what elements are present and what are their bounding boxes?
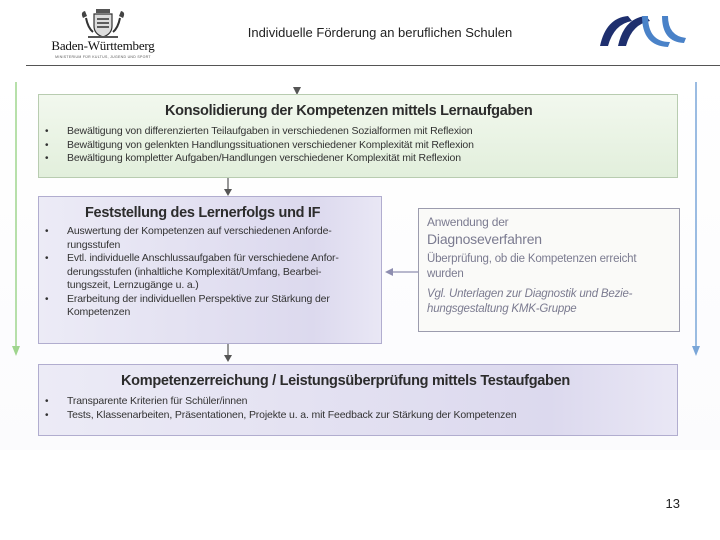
arrow-to-feststellung <box>224 178 232 196</box>
list-item: • Transparente Kriterien für Schüler/innen <box>45 395 248 407</box>
arrow-to-kompetenzerreichung <box>224 344 232 362</box>
bullet-icon: • <box>45 139 49 151</box>
diagnose-line-1: Anwendung der <box>427 215 509 229</box>
page-title: Individuelle Förderung an beruflichen Schulen <box>247 25 513 40</box>
coat-of-arms-icon <box>78 8 128 40</box>
landesinstitut-logo-icon <box>596 12 690 50</box>
diagnose-heading: Diagnoseverfahren <box>427 231 542 247</box>
diagnose-line-4: wurden <box>427 268 464 280</box>
feststellung-title: Feststellung des Lernerfolgs und IF <box>85 205 321 221</box>
right-flow-arrow <box>692 82 700 356</box>
list-item: • Bewältigung kompletter Aufgaben/Handlungen verschiedener Komplexität mit Reflexion <box>45 152 461 164</box>
kompetenzerreichung-title: Kompetenzerreichung / Leistungsüberprüfung mittels Testaufgaben <box>121 373 570 389</box>
baden-wuerttemberg-logo <box>40 8 166 64</box>
bullet-icon: • <box>45 396 49 407</box>
feststellung-box <box>38 196 382 344</box>
left-flow-arrow <box>12 82 20 356</box>
kompetenzerreichung-list <box>39 395 517 422</box>
bullet-icon: • <box>45 153 49 164</box>
list-item: • Auswertung der Kompetenzen auf verschiedenen Anforde- rungsstufen <box>45 225 332 251</box>
list-item: • Erarbeitung der individuellen Perspektive zur Stärkung der Kompetenzen <box>45 292 330 318</box>
diagnose-box <box>418 208 680 332</box>
diagram-slide <box>0 70 720 450</box>
konsolidierung-title: Konsolidierung der Kompetenzen mittels Lernaufgaben <box>165 103 533 119</box>
bullet-icon: • <box>45 293 49 305</box>
diagnose-line-5: Vgl. Unterlagen zur Diagnostik und Bezie- <box>427 288 633 300</box>
logo-subtext: MINISTERIUM FÜR KULTUS, JUGEND UND SPORT <box>55 55 151 59</box>
logo-text: Baden-Württemberg <box>51 38 155 53</box>
list-item: • Tests, Klassenarbeiten, Präsentationen, Projekte u. a. mit Feedback zur Stärkung der Kompetenzen <box>45 408 517 421</box>
list-item: • Evtl. individuelle Anschlussaufgaben für verschiedene Anfor- derungsstufen (inhaltliche Komplexität/Umfang, Bearbei- tungszeit, Lernzugänge u. a.) <box>45 252 339 291</box>
page-number: 13 <box>665 496 680 511</box>
feststellung-list <box>39 225 339 320</box>
diagnose-line-3: Überprüfung, ob die Kompetenzen erreicht <box>427 253 637 265</box>
konsolidierung-box <box>38 94 678 178</box>
bullet-icon: • <box>45 126 49 137</box>
arrow-from-diagnose <box>385 268 418 276</box>
diagnose-line-6: hungsgestaltung KMK-Gruppe <box>427 303 577 315</box>
list-item: • Bewältigung von differenzierten Teilaufgaben in verschiedenen Sozialformen mit Reflexion <box>45 125 473 137</box>
list-item: • Bewältigung von gelenkten Handlungssituationen verschiedener Komplexität mit Reflexion <box>45 138 474 151</box>
bullet-icon: • <box>45 253 49 264</box>
kompetenzerreichung-box <box>38 364 678 436</box>
konsolidierung-list <box>39 125 474 166</box>
bullet-icon: • <box>45 226 49 237</box>
header-divider <box>26 65 720 66</box>
bullet-icon: • <box>45 409 49 421</box>
